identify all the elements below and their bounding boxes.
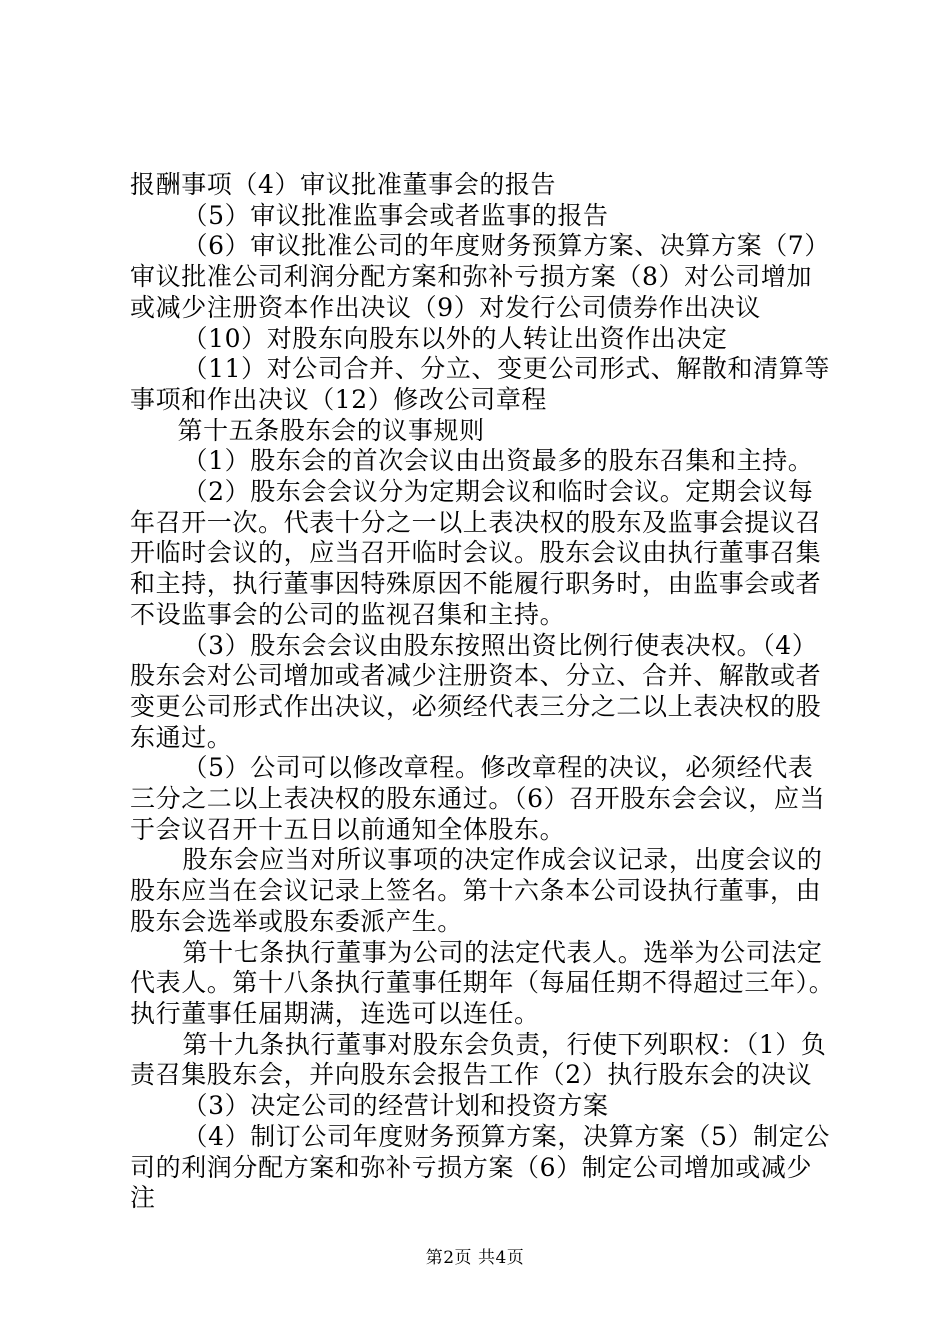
document-body (130, 170, 835, 1214)
page-number-footer: 第2页 共4页 (425, 1248, 525, 1268)
paragraph-4: （10）对股东向股东以外的人转让出资作出决定 (182, 323, 728, 353)
paragraph-11: 股东会应当对所议事项的决定作成会议记录，出度会议的股东应当在会议记录上签名。第十六条本公司设执行董事，由股东会选举或股东委派产生。 (130, 845, 823, 936)
paragraph-14: （3）决定公司的经营计划和投资方案 (182, 1091, 609, 1121)
paragraph-12: 第十七条执行董事为公司的法定代表人。选举为公司法定代表人。第十八条执行董事任期年（每届任期不得超过三年）。执行董事任届期满，连选可以连任。 (130, 937, 835, 1028)
paragraph-10: （5）公司可以修改章程。修改章程的决议，必须经代表三分之二以上表决权的股东通过。（6）召开股东会会议，应当于会议召开十五日以前通知全体股东。 (130, 753, 826, 844)
section-heading-article-15: 第十五条股东会的议事规则 (177, 415, 485, 445)
paragraph-9: （3）股东会会议由股东按照出资比例行使表决权。（4）股东会对公司增加或者减少注册资本、分立、合并、解散或者变更公司形式作出决议，必须经代表三分之二以上表决权的股东通过。 (130, 630, 822, 752)
paragraph-3: （6）审议批准公司的年度财务预算方案、决算方案（7）审议批准公司利润分配方案和弥补亏损方案（8）对公司增加或减少注册资本作出决议（9）对发行公司债券作出决议 (130, 231, 830, 322)
paragraph-8: （2）股东会会议分为定期会议和临时会议。定期会议每年召开一次。代表十分之一以上表决权的股东及监事会提议召开临时会议的，应当召开临时会议。股东会议由执行董事召集和主持，执行董事因特殊原因不能履行职务时，由监事会或者不设监事会的公司的监视召集和主持。 (130, 477, 822, 629)
paragraph-15: （4）制订公司年度财务预算方案，决算方案（5）制定公司的利润分配方案和弥补亏损方案（6）制定公司增加或减少注 (130, 1121, 830, 1213)
paragraph-2: （5）审议批准监事会或者监事的报告 (182, 200, 609, 230)
paragraph-5: （11）对公司合并、分立、变更公司形式、解散和清算等事项和作出决议（12）修改公司章程 (130, 354, 830, 414)
paragraph-7: （1）股东会的首次会议由出资最多的股东召集和主持。 (182, 446, 814, 476)
paragraph-1: 报酬事项（4）审议批准董事会的报告 (130, 170, 557, 199)
paragraph-13: 第十九条执行董事对股东会负责，行使下列职权：（1）负责召集股东会，并向股东会报告工作（2）执行股东会的决议 (130, 1029, 827, 1090)
